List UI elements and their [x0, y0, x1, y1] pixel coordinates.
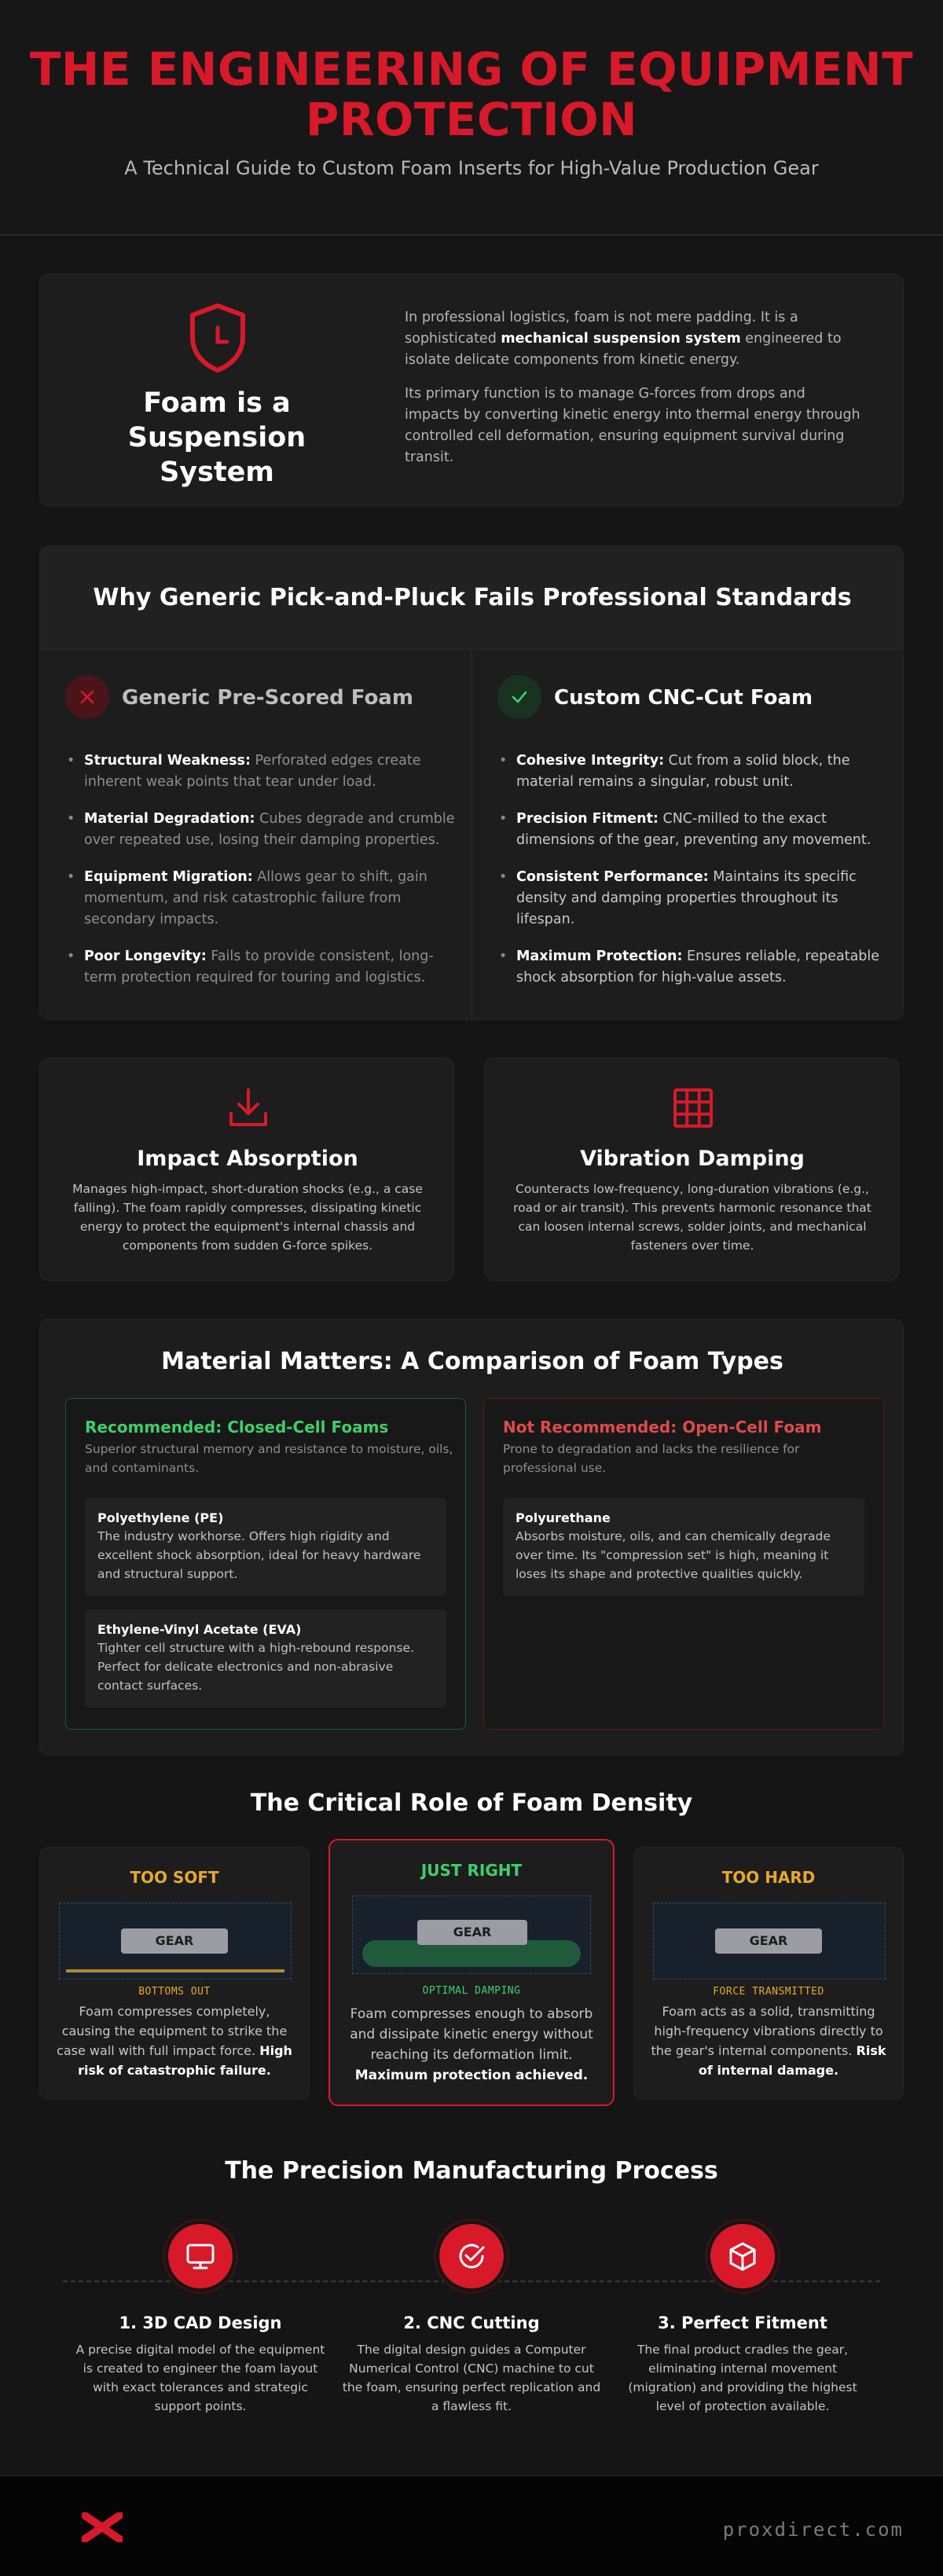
comparison-card: [39, 545, 904, 1020]
download-icon: [227, 1087, 270, 1129]
foam-type-desc: Tighter cell structure with a high-rebound response. Perfect for delicate electronics and non-abrasive contact surfaces.: [97, 1641, 414, 1693]
item-label: Material Degradation:: [84, 811, 255, 827]
process-title: The Precision Manufacturing Process: [225, 2157, 718, 2185]
density-diagram: [653, 1903, 886, 1980]
vibration-damping-title: Vibration Damping: [580, 1147, 805, 1171]
page-title: THE ENGINEERING OF EQUIPMENT PROTECTION: [29, 42, 914, 146]
site-url[interactable]: proxdirect.com: [722, 2519, 904, 2541]
density-too-soft-card: [39, 1847, 310, 2100]
step-desc: The digital design guides a Computer Numerical Control (CNC) machine to cut the foam, ensuring perfect replication and a flawless fit.: [342, 2343, 601, 2413]
density-desc: [344, 2004, 599, 2086]
gear-block: GEAR: [715, 1928, 822, 1954]
list-item: [497, 750, 890, 793]
custom-foam-list: [497, 750, 890, 1004]
foam-type-box: [85, 1609, 446, 1708]
generic-foam-list: [65, 750, 458, 1004]
box-icon: [707, 2221, 778, 2292]
density-title: The Critical Role of Foam Density: [250, 1789, 693, 1817]
list-item: [497, 809, 890, 851]
list-item: [65, 867, 458, 930]
closed-cell-subtitle: Superior structural memory and resistance to moisture, oils, and contaminants.: [85, 1442, 453, 1475]
item-text: Ensures reliable, repeatable shock absorption for high-value assets.: [516, 949, 880, 985]
check-icon: [497, 675, 541, 719]
item-text: Allows gear to shift, gain momentum, and risk catastrophic failure from secondary impacts.: [84, 869, 427, 927]
density-desc-text: Foam compresses enough to absorb and dissipate kinetic energy without reaching its deformation limit.: [350, 2006, 593, 2063]
item-label: Cohesive Integrity:: [516, 753, 665, 769]
closed-cell-panel: [65, 1398, 466, 1730]
intro-card: [39, 273, 904, 506]
list-item: [497, 867, 890, 930]
foam-type-desc: The industry workhorse. Offers high rigidity and excellent shock absorption, ideal for heavy hardware and structural support.: [97, 1529, 421, 1581]
check-circle-icon: [436, 2221, 507, 2292]
open-cell-subtitle: Prone to degradation and lacks the resilience for professional use.: [503, 1442, 800, 1475]
item-text: Perforated edges create inherent weak points that tear under load.: [84, 753, 421, 790]
monitor-icon: [165, 2221, 236, 2292]
open-cell-panel: [483, 1398, 884, 1730]
item-label: Precision Fitment:: [516, 811, 659, 827]
density-label: TOO SOFT: [130, 1868, 219, 1887]
list-item: [65, 809, 458, 851]
density-state: FORCE TRANSMITTED: [713, 1986, 824, 1998]
density-label: TOO HARD: [721, 1868, 816, 1887]
density-desc-text: Foam compresses completely, causing the equipment to strike the case wall with full impact force.: [57, 2004, 288, 2058]
open-cell-title: Not Recommended: Open-Cell Foam: [503, 1418, 822, 1437]
page-subtitle: A Technical Guide to Custom Foam Inserts for High-Value Production Gear: [124, 157, 819, 179]
item-label: Structural Weakness:: [84, 753, 251, 769]
density-label: JUST RIGHT: [420, 1861, 523, 1880]
step-title: 3. Perfect Fitment: [658, 2314, 827, 2332]
foam-type-name: Polyurethane: [516, 1510, 611, 1525]
grid-icon: [672, 1087, 714, 1129]
gear-block: GEAR: [121, 1928, 228, 1954]
intro-p1-a: In professional logistics, foam is not mere padding. It is a sophisticated: [405, 310, 798, 347]
foam-type-box: [503, 1498, 864, 1596]
impact-absorption-title: Impact Absorption: [137, 1147, 358, 1171]
foam-type-name: Ethylene-Vinyl Acetate (EVA): [97, 1622, 302, 1637]
density-state: OPTIMAL DAMPING: [422, 1985, 521, 1997]
intro-paragraph-2: Its primary function is to manage G-forces from drops and impacts by converting kinetic energy into thermal energy through controlled cell deformation, ensuring equipment survival during transit.: [405, 386, 860, 465]
page-header: [0, 0, 943, 236]
foam-type-name: Polyethylene (PE): [97, 1510, 224, 1525]
shield-clock-icon: [188, 303, 248, 373]
gear-block: GEAR: [417, 1920, 527, 1945]
density-diagram: [59, 1903, 292, 1980]
item-label: Poor Longevity:: [84, 949, 207, 964]
density-just-right-card: [328, 1839, 615, 2106]
step-title: 2. CNC Cutting: [403, 2314, 540, 2332]
intro-text: [405, 307, 860, 481]
item-text: Cut from a solid block, the material remains a singular, robust unit.: [516, 753, 850, 790]
materials-title: Material Matters: A Comparison of Foam Types: [161, 1348, 783, 1375]
density-state: BOTTOMS OUT: [138, 1986, 211, 1998]
intro-p1-bold: mechanical suspension system: [501, 331, 741, 347]
intro-paragraph-1: [405, 307, 860, 371]
materials-card: [39, 1319, 904, 1756]
step-desc: A precise digital model of the equipment is created to engineer the foam layout with exact tolerances and strategic support points.: [75, 2343, 325, 2413]
foam-type-desc: Absorbs moisture, oils, and can chemically degrade over time. Its "compression set" is high, meaning it loses its shape and protective qualities quickly.: [516, 1529, 831, 1581]
page-footer: [0, 2475, 943, 2576]
density-desc-text: Foam acts as a solid, transmitting high-frequency vibrations directly to the gear's internal components.: [651, 2004, 883, 2058]
intro-p1-c: engineered to isolate delicate components from kinetic energy.: [405, 331, 842, 368]
list-item: [497, 946, 890, 989]
density-too-hard-card: [633, 1847, 904, 2100]
vibration-damping-card: [484, 1058, 899, 1281]
item-label: Maximum Protection:: [516, 949, 683, 964]
density-desc-bold: High risk of catastrophic failure.: [78, 2043, 292, 2078]
foam-type-box: [85, 1498, 446, 1596]
impact-absorption-desc: Manages high-impact, short-duration shocks (e.g., a case falling). The foam rapidly compresses, dissipating kinetic energy to protect the equipment's internal chassis and components from sudden G-force spikes.: [72, 1182, 423, 1253]
density-desc-bold: Risk of internal damage.: [698, 2043, 886, 2078]
x-logo-icon: [82, 2512, 123, 2542]
item-text: CNC-milled to the exact dimensions of the gear, preventing any movement.: [516, 811, 871, 848]
impact-absorption-card: [39, 1058, 454, 1281]
intro-title: Foam is a Suspension System: [127, 387, 306, 488]
density-diagram: [352, 1895, 591, 1974]
item-text: Fails to provide consistent, long-term protection required for touring and logistics.: [84, 949, 434, 985]
comparison-title: Why Generic Pick-and-Pluck Fails Professional Standards: [93, 584, 852, 611]
item-text: Cubes degrade and crumble over repeated use, losing their damping properties.: [84, 811, 455, 848]
density-desc: [54, 2002, 295, 2080]
list-item: [65, 750, 458, 793]
step-title: 1. 3D CAD Design: [119, 2314, 282, 2332]
vibration-damping-desc: Counteracts low-frequency, long-duration vibrations (e.g., road or air transit). This prevents harmonic resonance that can loosen internal screws, solder joints, and mechanical fasteners over time.: [513, 1182, 871, 1253]
closed-cell-title: Recommended: Closed-Cell Foams: [85, 1418, 389, 1437]
density-desc: [648, 2002, 889, 2080]
list-item: [65, 946, 458, 989]
item-label: Equipment Migration:: [84, 869, 253, 885]
item-label: Consistent Performance:: [516, 869, 709, 885]
x-icon: [65, 675, 109, 719]
density-desc-bold: Maximum protection achieved.: [354, 2068, 589, 2083]
comparison-header: [40, 546, 904, 650]
compressed-foam-line: [66, 1969, 284, 1972]
generic-foam-title: Generic Pre-Scored Foam: [122, 686, 413, 710]
custom-foam-title: Custom CNC-Cut Foam: [554, 686, 813, 710]
item-text: Maintains its specific density and damping properties throughout its lifespan.: [516, 869, 857, 927]
step-desc: The final product cradles the gear, eliminating internal movement (migration) and providing the highest level of protection available.: [628, 2343, 857, 2413]
